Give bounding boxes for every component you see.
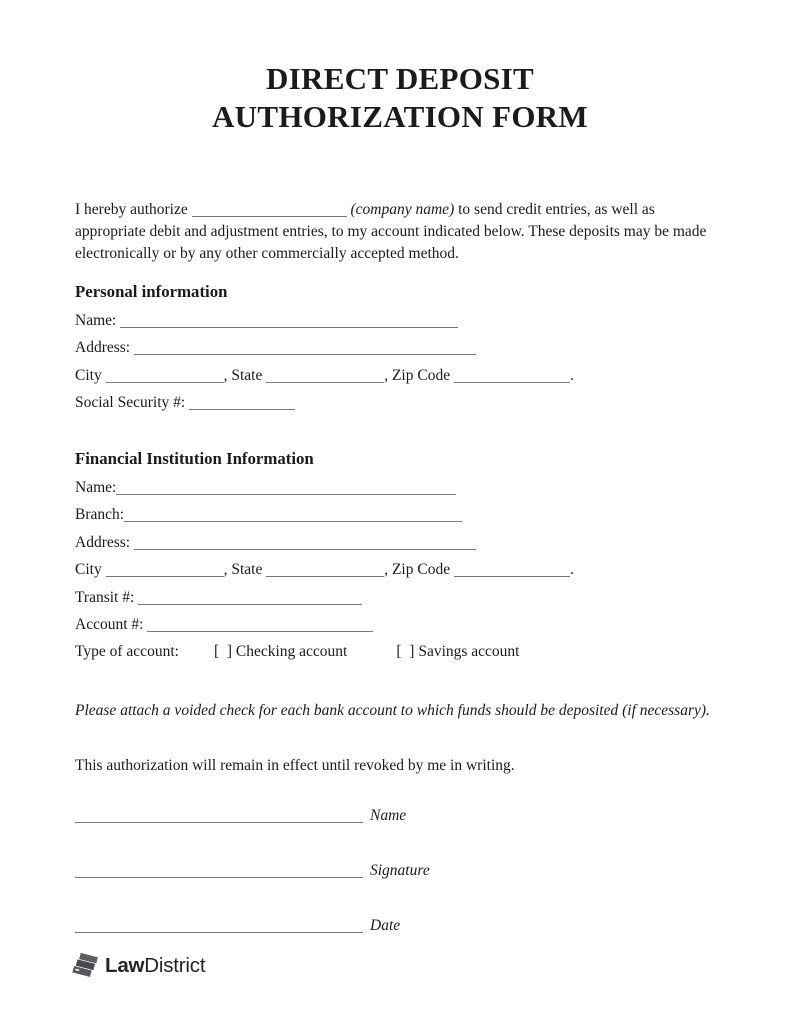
personal-address-field[interactable] (134, 341, 476, 355)
financial-state-label: , State (223, 561, 263, 579)
financial-zip-field[interactable] (454, 563, 570, 577)
personal-address-row (75, 334, 574, 361)
financial-city-state-zip-row (75, 556, 574, 583)
financial-address-field[interactable] (134, 536, 476, 550)
printed-name-label: Name (370, 807, 407, 824)
financial-zip-label: , Zip Code (384, 561, 451, 579)
date-row (75, 915, 400, 937)
personal-city-state-zip-row (75, 362, 574, 389)
financial-city-label: City (75, 561, 102, 579)
account-type-row (75, 638, 574, 665)
personal-line-end: . (569, 366, 574, 384)
intro-text-before: I hereby authorize (75, 200, 188, 218)
personal-name-label: Name: (75, 312, 117, 329)
company-name-field[interactable] (192, 203, 347, 217)
signature-row (75, 860, 430, 882)
revocation-note: This authorization will remain in effect until revoked by me in writing. (75, 757, 515, 774)
form-title (0, 60, 800, 135)
brand-wordmark (105, 950, 205, 982)
lawdistrict-logo (70, 950, 205, 982)
printed-name-field[interactable] (75, 809, 363, 823)
signature-name-row (75, 805, 406, 827)
financial-address-row (75, 529, 574, 556)
financial-account-field[interactable] (147, 618, 373, 632)
financial-account-row (75, 611, 574, 638)
financial-address-label: Address: (75, 533, 131, 551)
financial-city-field[interactable] (106, 563, 224, 577)
personal-zip-field[interactable] (454, 369, 570, 383)
date-label: Date (370, 917, 401, 934)
financial-name-label: Name: (75, 479, 117, 496)
financial-transit-row (75, 584, 574, 611)
account-type-label: Type of account: (75, 643, 179, 661)
signature-label: Signature (370, 862, 430, 879)
form-title-line2: AUTHORIZATION FORM (212, 98, 588, 134)
stacked-cards-icon (70, 951, 100, 981)
financial-name-row (75, 474, 574, 501)
personal-zip-label: , Zip Code (384, 366, 451, 384)
financial-name-field[interactable] (116, 481, 456, 495)
intro-paragraph (75, 199, 727, 266)
personal-ssn-row (75, 389, 574, 416)
brand-district: District (144, 954, 206, 977)
financial-branch-label: Branch: (75, 506, 125, 524)
personal-info-section (75, 307, 574, 417)
personal-ssn-label: Social Security #: (75, 394, 186, 412)
financial-state-field[interactable] (266, 563, 384, 577)
financial-branch-row (75, 501, 574, 528)
personal-name-field[interactable] (120, 314, 458, 328)
personal-state-label: , State (223, 366, 263, 384)
checking-account-checkbox[interactable]: [ ] Checking account (213, 643, 348, 661)
personal-city-field[interactable] (106, 369, 224, 383)
date-field[interactable] (75, 919, 363, 933)
personal-state-field[interactable] (266, 369, 384, 383)
voided-check-note: Please attach a voided check for each bank account to which funds should be deposited (if necessary). (75, 702, 710, 719)
financial-transit-field[interactable] (138, 591, 362, 605)
personal-city-label: City (75, 366, 102, 384)
signature-field[interactable] (75, 864, 363, 878)
personal-ssn-field[interactable] (189, 396, 295, 410)
personal-info-heading: Personal information (75, 282, 228, 301)
financial-line-end: . (569, 561, 574, 579)
company-name-hint: (company name) (350, 200, 455, 218)
financial-info-heading: Financial Institution Information (75, 449, 314, 468)
personal-address-label: Address: (75, 339, 131, 357)
financial-account-label: Account #: (75, 616, 144, 634)
financial-transit-label: Transit #: (75, 588, 135, 606)
brand-law: Law (105, 954, 145, 977)
savings-account-checkbox[interactable]: [ ] Savings account (396, 643, 520, 661)
form-title-line1: DIRECT DEPOSIT (265, 61, 535, 96)
financial-info-section (75, 474, 574, 666)
personal-name-row (75, 307, 574, 334)
intro-text-after: to send credit entries, as well as appropriate debit and adjustment entries, to my account indicated below. These deposits may be made electronically or by any other commercially accepted method. (75, 200, 707, 263)
financial-branch-field[interactable] (124, 508, 462, 522)
